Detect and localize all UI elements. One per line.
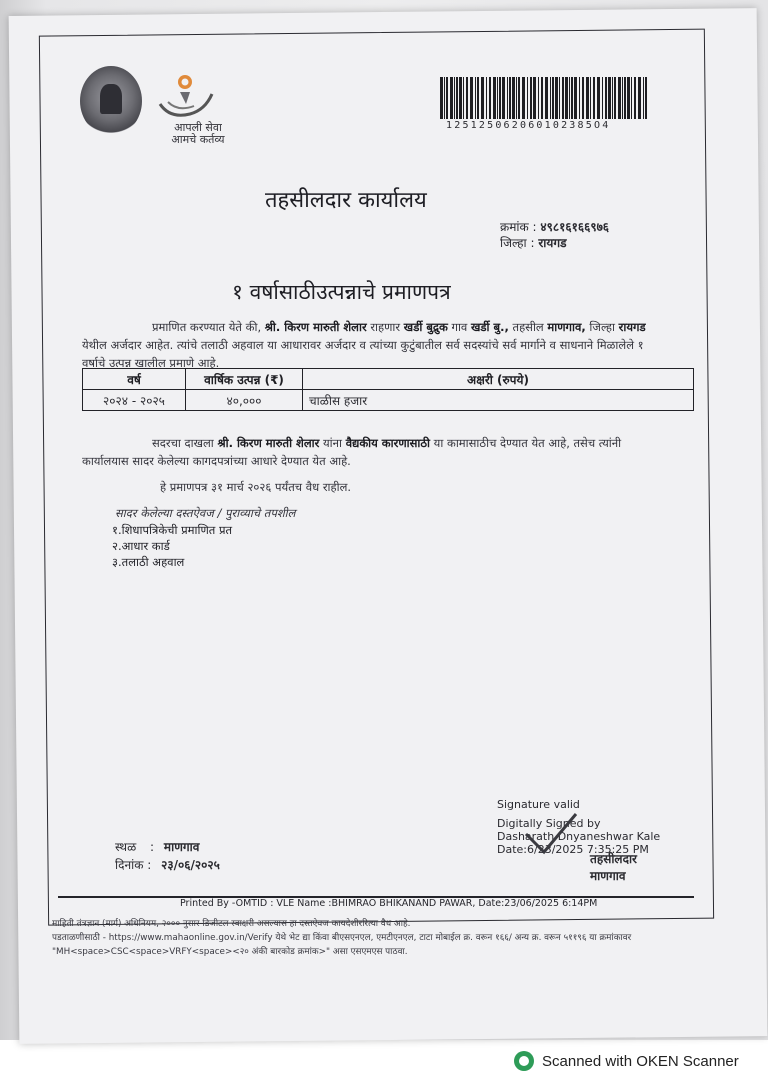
tagline-line2: आमचे कर्तव्य	[171, 133, 225, 146]
barcode-bar	[643, 77, 644, 119]
aaple-seva-tagline	[168, 122, 228, 146]
list-item: ३.तलाठी अहवाल	[112, 555, 185, 569]
signing-office-designation: तहसीलदार	[590, 852, 637, 866]
barcode-bar	[571, 77, 573, 119]
table-row	[83, 390, 694, 411]
barcode-bar	[486, 77, 487, 119]
jilha-value: रायगड	[538, 236, 567, 250]
barcode-bar	[475, 77, 476, 119]
header-in-words: अक्षरी (रुपये)	[303, 369, 694, 390]
barcode-bar	[516, 77, 517, 119]
purpose-paragraph: सदरचा दाखला श्री. किरण मारुती शेलार यांना वैद्यकीय कारणासाठी या कामासाठीच देण्यात येत आहे, तसेच त्यांनी कार्यालयास सादर केलेल्या कागदपत्रांच्या आधारे देण्यात येत आहे.	[82, 436, 622, 468]
header-year: वर्ष	[83, 369, 186, 390]
barcode-bar	[509, 77, 511, 119]
place-line: स्थळ : माणगाव	[115, 840, 200, 854]
date-line: दिनांक : २३/०६/२०२५	[115, 858, 220, 872]
certificate-paragraph: प्रमाणित करण्यात येते की, श्री. किरण मारुती शेलार राहणार खर्डी बुद्रुक गाव खर्डी बु., तहसील माणगाव, जिल्हा रायगड येथील अर्जदार आहेत. त्यांचे तलाठी अहवाल या आधारावर अर्जदार व त्यांच्या कुटुंबातील सर्व सदस्यांचे सर्व मार्गाने व साधनाने मिळालेले १ वर्षाचे उत्पन्न खालील प्रमाणे आहे.	[82, 320, 646, 370]
barcode-bar	[631, 77, 632, 119]
cell-words: चाळीस हजार	[303, 390, 694, 411]
barcode-bar	[541, 77, 543, 119]
signature-valid: Signature valid	[497, 798, 580, 811]
barcode-bar	[450, 77, 453, 119]
maharashtra-seal-icon	[80, 66, 142, 136]
barcode-bar	[463, 77, 464, 119]
tagline-line1: आपली सेवा	[174, 121, 222, 134]
barcode-bar	[552, 77, 554, 119]
barcode-bar	[530, 77, 532, 119]
scanner-label: Scanned with OKEN Scanner	[542, 1052, 739, 1070]
place-label: स्थळ	[115, 840, 137, 854]
cell-income: ४०,०००	[186, 390, 303, 411]
table-header-row	[83, 369, 694, 390]
income-table	[82, 368, 694, 411]
footer-legal-note: माहिती तंत्रज्ञान (मार्ग) अधिनियम, २००० नुसार डिजीटल स्वाक्षरी असल्यास हा दस्तऐवज कायदेशीररित्या वैध आहे.	[52, 919, 411, 929]
barcode-bar	[507, 77, 508, 119]
barcode-bar	[614, 77, 616, 119]
jilha-line	[500, 234, 567, 251]
kramank-value: ४९८१६१६६९७६	[540, 220, 610, 234]
kramank-line	[500, 218, 609, 235]
barcode-bar	[493, 77, 496, 119]
documents-list	[112, 522, 232, 570]
barcode-bar	[454, 77, 455, 119]
barcode-bar	[622, 77, 623, 119]
footer-verify-note: पडताळणीसाठी - https://www.mahaonline.gov.in/Verify येथे भेट द्या किंवा बीएसएनएल, एमटीएनएल, टाटा मोबाईल क्र. वरून १६६/ अन्य क्र. वरून ५११९६ या क्रमांकावर	[52, 933, 632, 943]
footer-sms-note: "MH<space>CSC<space>VRFY<space><२० अंकी बारकोड क्रमांक>" असा एसएमएस पाठवा.	[52, 947, 408, 957]
aaple-sarkar-logo-icon	[150, 64, 220, 124]
barcode-bar	[440, 77, 443, 119]
barcode-icon	[440, 77, 648, 119]
barcode-bar	[555, 77, 558, 119]
office-title: तहसीलदार कार्यालय	[265, 188, 427, 213]
barcode-bar	[456, 77, 458, 119]
place-value: माणगाव	[163, 840, 200, 854]
signing-office	[590, 850, 637, 884]
jilha-label: जिल्हा :	[500, 236, 535, 250]
barcode-bar	[446, 77, 448, 119]
date-label: दिनांक	[115, 858, 144, 872]
barcode-bar	[582, 77, 584, 119]
certificate-title: १ वर्षासाठीउत्पन्नाचे प्रमाणपत्र	[232, 280, 451, 304]
cell-year: २०२४ - २०२५	[83, 390, 186, 411]
barcode-bar	[605, 77, 607, 119]
barcode-bar	[638, 77, 641, 119]
barcode-bar	[444, 77, 445, 119]
date-value: २३/०६/२०२५	[161, 858, 220, 872]
barcode-bar	[502, 77, 505, 119]
barcode-bar	[634, 77, 636, 119]
barcode-bar	[477, 77, 479, 119]
signature-date: Date:6/23/2025 7:35:25 PM	[497, 843, 649, 856]
barcode-bar	[565, 77, 568, 119]
barcode-bar	[624, 77, 626, 119]
signing-office-place: माणगाव	[590, 869, 626, 883]
barcode-bar	[470, 77, 473, 119]
barcode-bar	[481, 77, 484, 119]
list-item: १.शिधापत्रिकेची प्रमाणित प्रत	[112, 523, 233, 537]
barcode-bar	[559, 77, 560, 119]
signature-check-icon	[522, 810, 580, 856]
barcode-bar	[512, 77, 515, 119]
barcode-bar	[590, 77, 591, 119]
barcode-bar	[579, 77, 580, 119]
kramank-label: क्रमांक :	[500, 220, 537, 234]
barcode-bar	[608, 77, 611, 119]
barcode-bar	[459, 77, 462, 119]
barcode-bar	[538, 77, 539, 119]
barcode-bar	[618, 77, 621, 119]
barcode-bar	[586, 77, 589, 119]
barcode-bar	[499, 77, 501, 119]
barcode-bar	[545, 77, 548, 119]
barcode-bar	[597, 77, 600, 119]
printed-by: Printed By -OMTID : VLE Name :BHIMRAO BHIKANAND PAWAR, Date:23/06/2025 6:14PM	[180, 898, 598, 909]
barcode-bar	[522, 77, 525, 119]
barcode-bar	[612, 77, 613, 119]
signed-by-label: Digitally Signed by	[497, 817, 601, 830]
barcode-bar	[518, 77, 520, 119]
validity-statement: हे प्रमाणपत्र ३१ मार्च २०२६ पर्यंतच वैध राहील.	[160, 480, 352, 494]
barcode-bar	[533, 77, 536, 119]
page-border	[39, 29, 714, 926]
barcode-bar	[645, 77, 647, 119]
barcode-bar	[550, 77, 551, 119]
barcode-bar	[574, 77, 577, 119]
barcode-bar	[569, 77, 570, 119]
barcode-bar	[627, 77, 630, 119]
barcode-bar	[562, 77, 564, 119]
barcode-bar	[466, 77, 468, 119]
barcode-number: 125125062060102385O4	[446, 120, 611, 131]
oken-scanner-logo-icon	[514, 1051, 534, 1071]
barcode-bar	[593, 77, 595, 119]
barcode-bar	[489, 77, 491, 119]
header-annual-income: वार्षिक उत्पन्न (₹)	[186, 369, 303, 390]
list-item: २.आधार कार्ड	[112, 539, 170, 553]
signer-name: Dasharath Dnyaneshwar Kale	[497, 830, 661, 843]
documents-title: सादर केलेल्या दस्तऐवज / पुराव्याचे तपशील	[115, 506, 296, 520]
barcode-bar	[497, 77, 498, 119]
barcode-bar	[602, 77, 603, 119]
barcode-bar	[527, 77, 528, 119]
scanner-watermark	[514, 1050, 739, 1072]
